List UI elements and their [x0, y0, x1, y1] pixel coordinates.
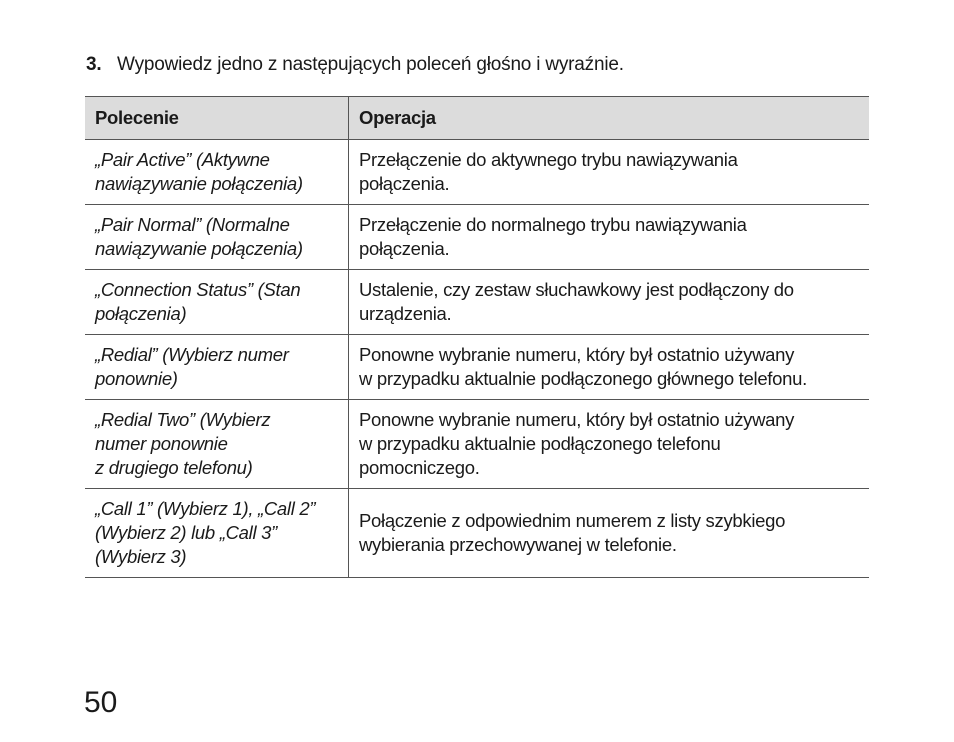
command-text: „Call 1” (Wybierz 1), „Call 2” (Wybierz 2) lub „Call 3” (Wybierz 3) — [95, 498, 316, 567]
command-text: „Pair Active” (Aktywne nawiązywanie połączenia) — [95, 149, 303, 194]
command-text: „Connection Status” (Stan połączenia) — [95, 279, 301, 324]
step-instruction — [86, 54, 624, 76]
operation-cell — [349, 400, 870, 489]
operation-cell — [349, 140, 870, 205]
column-header-command: Polecenie — [85, 97, 349, 140]
table-row — [85, 489, 869, 578]
operation-text: Przełączenie do aktywnego trybu nawiązywania połączenia. — [359, 149, 738, 194]
command-cell — [85, 335, 349, 400]
operation-cell — [349, 205, 870, 270]
command-cell — [85, 400, 349, 489]
table-row — [85, 205, 869, 270]
operation-cell — [349, 489, 870, 578]
table-row — [85, 140, 869, 205]
column-header-operation: Operacja — [349, 97, 870, 140]
command-cell — [85, 270, 349, 335]
command-cell — [85, 489, 349, 578]
table-header-row — [85, 97, 869, 140]
step-text: Wypowiedz jedno z następujących poleceń głośno i wyraźnie. — [117, 54, 624, 75]
operation-cell — [349, 335, 870, 400]
operation-text: Połączenie z odpowiednim numerem z listy szybkiego wybierania przechowywanej w telefonie. — [359, 510, 786, 555]
command-text: „Redial Two” (Wybierz numer ponownie z drugiego telefonu) — [95, 409, 271, 478]
operation-text: Ustalenie, czy zestaw słuchawkowy jest podłączony do urządzenia. — [359, 279, 794, 324]
operation-text: Ponowne wybranie numeru, który był ostatnio używany w przypadku aktualnie podłączonego głównego telefonu. — [359, 344, 807, 389]
command-text: „Pair Normal” (Normalne nawiązywanie połączenia) — [95, 214, 303, 259]
voice-commands-table — [85, 96, 869, 578]
page-number: 50 — [84, 686, 118, 719]
table-row — [85, 335, 869, 400]
table-row — [85, 270, 869, 335]
command-cell — [85, 205, 349, 270]
operation-cell — [349, 270, 870, 335]
operation-text: Ponowne wybranie numeru, który był ostatnio używany w przypadku aktualnie podłączonego telefonu pomocniczego. — [359, 409, 795, 478]
command-text: „Redial” (Wybierz numer ponownie) — [95, 344, 289, 389]
command-cell — [85, 140, 349, 205]
step-number: 3. — [86, 54, 102, 75]
table-row — [85, 400, 869, 489]
operation-text: Przełączenie do normalnego trybu nawiązywania połączenia. — [359, 214, 747, 259]
